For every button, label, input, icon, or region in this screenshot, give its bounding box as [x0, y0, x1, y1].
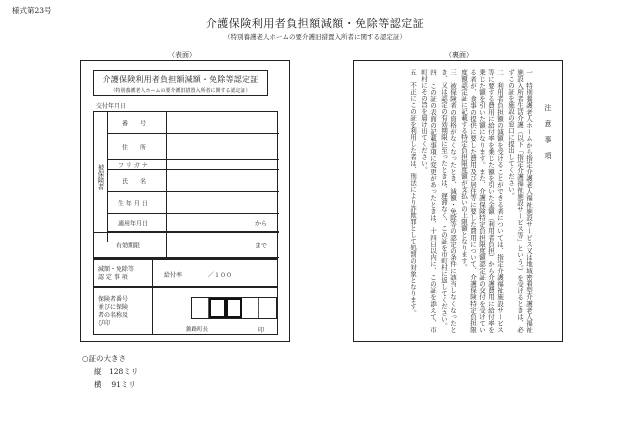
issuer-name: 釧路町長 — [186, 327, 209, 333]
benefit-rate-label: 給付率 — [164, 272, 183, 279]
insured-person-label — [94, 112, 108, 242]
front-side-label: （表面） — [168, 51, 196, 59]
document-subtitle: （特別養護老人ホームの要介護旧措置入所者に関する認定証） — [224, 33, 406, 41]
row-address — [108, 134, 279, 160]
issue-date-label: 交付年月日 — [96, 103, 127, 110]
card-size-note — [82, 352, 138, 391]
furigana-label: フ リ ガ ナ — [118, 162, 148, 169]
insured-info-table — [93, 111, 278, 259]
row-name — [108, 170, 279, 192]
notes-title: 注意事項 — [544, 104, 552, 168]
note-item: 一 特別養護老人ホームから指定介護老人福祉施設サービス又は地域密着型介護老人福祉施設入所者生活介護（以下「指定介護福祉施設サービス等」という。）を受けるときは、必ずこの証を施設の窓口に提出してください。 — [507, 69, 533, 333]
row-birthdate — [108, 192, 279, 214]
digit-box — [209, 298, 226, 318]
notes-area — [364, 69, 552, 333]
apply-date-label: 適用年月日 — [118, 220, 149, 227]
name-label: 氏 名 — [122, 178, 147, 185]
insurer-label: 保険者番号 並びに保険 者の名称及 び印 — [98, 296, 129, 327]
benefit-rate: 給付率 ／１００ — [164, 272, 232, 279]
row-expiry — [94, 232, 279, 258]
seal-label: 印 — [257, 327, 264, 334]
card-title-box — [93, 70, 268, 96]
reduction-section — [93, 259, 278, 287]
benefit-rate-denominator: １００ — [213, 272, 232, 279]
number-label: 番 号 — [122, 120, 147, 127]
reduction-label: 減額・免除等 認 定 事 項 — [98, 266, 135, 281]
document-title: 介護保険利用者負担額減額・免除等認定証 — [205, 17, 425, 30]
digit-box — [192, 298, 209, 318]
until-label: まで — [254, 242, 267, 250]
note-item: 二 利用者負担額の減額を受けることができる者については、指定介護福祉施設サービス等に要する費用に給付率を乗じた額を引いた金額（利用者負担）から介護費用に給付率を乗じた額を引いた額になります。また、介護保険特定負担限度額認定証の交付を受けている者が、食事の提供に要した費用及び居住等に要した費用について、介護保険特定負担限度額認定証に記載する特定負担限度額が支払いの上限額となります。 — [460, 69, 504, 333]
insured-label-text: 被保険者 — [96, 164, 105, 190]
row-furigana — [108, 160, 279, 170]
note-item: 五 不正にこの証を利用した者は、刑法により詐欺罪として処罰の対象となります。 — [409, 69, 417, 316]
digit-box — [242, 298, 259, 318]
front-card — [80, 60, 290, 342]
row-apply-date — [108, 214, 279, 232]
digit-box — [259, 298, 276, 318]
size-heading: ○証の大きさ — [82, 354, 127, 363]
expiry-label: 有効期限 — [116, 242, 141, 250]
note-item: 四 この証の表面の記載事項に変更があったときは、十四日以内に、この証を添えて、市町村にその旨を届け出てください。 — [420, 69, 437, 333]
address-label: 住 所 — [122, 144, 147, 151]
form-number: 様式第23号 — [12, 6, 52, 15]
row-number — [108, 112, 279, 134]
digit-box — [226, 298, 243, 318]
back-side-label: （裏面） — [445, 51, 473, 59]
insurer-section — [93, 287, 278, 335]
card-title: 介護保険利用者負担額減額・免除等認定証 — [102, 75, 259, 84]
back-card — [353, 60, 563, 342]
size-width: 横 91ミリ — [94, 380, 136, 389]
from-label: から — [254, 220, 267, 227]
birthdate-label: 生 年 月 日 — [118, 200, 148, 207]
card-subtitle: （特別養護老人ホームの要介護旧措置入所者に関する認定証） — [110, 88, 251, 94]
note-item: 三 被保険者の資格がなくなったとき、減額・免除等の認定の条件に該当しなくなったとき、又は認定の有効期限に至ったときは、遅滞なく、この証を市町村に返してください。 — [440, 69, 457, 333]
insurer-number-boxes — [191, 297, 277, 319]
size-height: 縦 128ミリ — [94, 367, 139, 376]
